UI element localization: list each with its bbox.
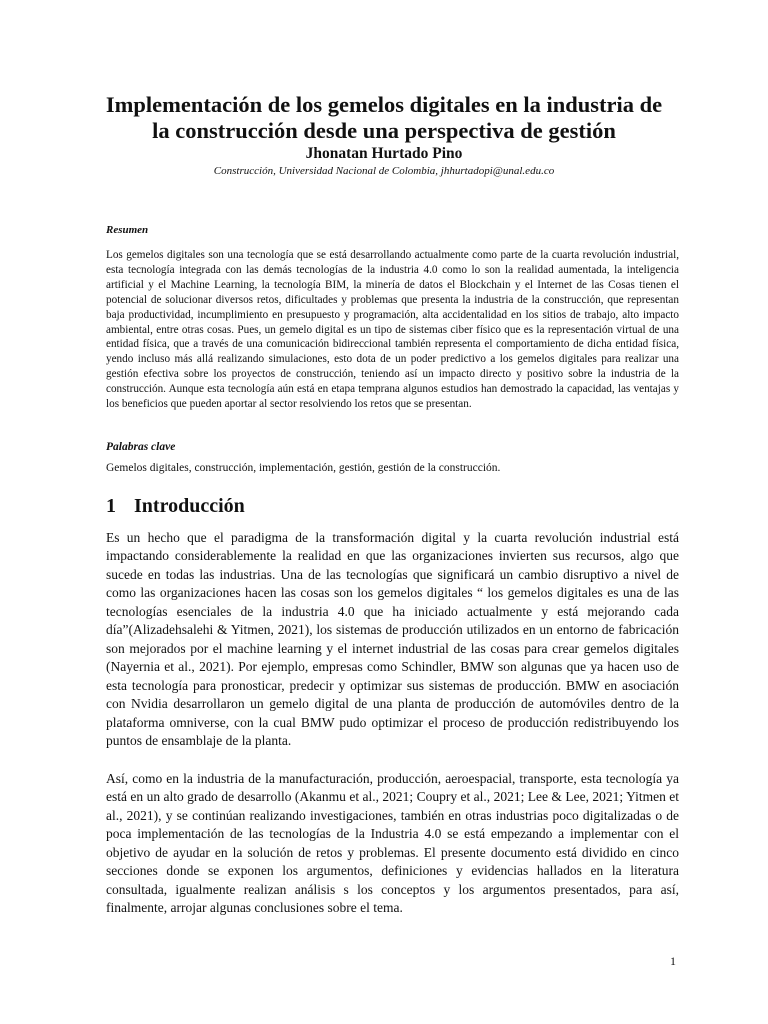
section-title: Introducción: [134, 495, 245, 517]
page-number: 1: [670, 954, 676, 968]
section-heading-introduction: [106, 494, 245, 518]
body-paragraph-1: Es un hecho que el paradigma de la transformación digital y la cuarta revolución industrial está impactando considerablemente la realidad en que las organizaciones invierten sus recursos, algo que sucede en todas las industrias. Una de las tecnologías que significará un cambio disruptivo a nivel de como las organizaciones hacen las cosas son los gemelos digitales “ los gemelos digitales es una de las tecnologías esenciales de la industria 4.0 que ha iniciado actualmente y está mejorando cada día”(Alizadehsalehi & Yitmen, 2021), los sistemas de producción utilizados en un entorno de fabricación son mejorados por el machine learning y el internet industrial de las cosas para crear gemelos digitales (Nayernia et al., 2021). Por ejemplo, empresas como Schindler, BMW son algunas que ya hacen uso de esta tecnología para pronosticar, predecir y optimizar sus sistemas de producción. BMW en asociación con Nvidia desarrollaron un gemelo digital de una planta de producción de automóviles dentro de la plataforma omniverse, con la cual BMW pudo optimizar el proceso de producción redistribuyendo los puntos de ensamblaje de la planta.: [106, 530, 679, 748]
abstract-heading: Resumen: [106, 224, 149, 236]
section-number: 1: [106, 495, 116, 517]
title-line-1: Implementación de los gemelos digitales en la industria de: [105, 92, 663, 117]
paper-title: [100, 92, 668, 144]
keywords-heading: Palabras clave: [106, 441, 176, 453]
abstract-text: Los gemelos digitales son una tecnología que se está desarrollando actualmente como parte de la cuarta revolución industrial, esta tecnología integrada con las demás tecnologías de la industria 4.0 como lo son la realidad aumentada, la inteligencia artificial y el Machine Learning, la tecnología BIM, la minería de datos el Blockchain y el Internet de las Cosas tienen el potencial de solucionar diversos retos, dificultades y problemas que presenta la industria de la construcción, que representan baja productividad, incumplimiento en presupuesto y programación, alta accidentalidad en los sitios de trabajo, alto impacto ambiental, entre otras cosas. Pues, un gemelo digital es un tipo de sistemas ciber físico que es la representación virtual de una entidad física, que a través de una comunicación bidireccional también representa el comportamiento de dicha entidad física, yendo incluso más allá realizando simulaciones, esto dota de un poder predictivo a los gemelos digitales para realizar una gestión efectiva sobre los proyectos de construcción, teniendo así un impacto directo y positivo sobre la industria de la construcción. Aunque esta tecnología aún está en etapa temprana algunos estudios han demostrado la capacidad, las ventajas y los beneficios que pueden aportar al sector resolviendo los retos que se presentan.: [106, 249, 679, 411]
author-name: Jhonatan Hurtado Pino: [305, 145, 463, 162]
keywords-text: Gemelos digitales, construcción, implementación, gestión, gestión de la construcción.: [106, 462, 501, 474]
title-line-2: la construcción desde una perspectiva de gestión: [152, 118, 616, 143]
body-paragraph-2: Así, como en la industria de la manufacturación, producción, aeroespacial, transporte, esta tecnología ya está en un alto grado de desarrollo (Akanmu et al., 2021; Coupry et al., 2021; Lee & Lee, 2021; Yitmen et al., 2021), y se continúan realizando investigaciones, también en otras industrias poco digitalizadas o de poca implementación de las tecnologías de la Industria 4.0 se está empezando a implementar con el objetivo de ayudar en la solución de retos y problemas. El presente documento está dividido en cinco secciones donde se exponen los argumentos, definiciones y evidencias hallados en la literatura consultada, igualmente realizan análisis s los conceptos y los argumentos presentados, para así, finalmente, arrojar algunas conclusiones sobre el tema.: [106, 771, 679, 916]
author-affiliation: Construcción, Universidad Nacional de Colombia, jhhurtadopi@unal.edu.co: [213, 165, 555, 177]
